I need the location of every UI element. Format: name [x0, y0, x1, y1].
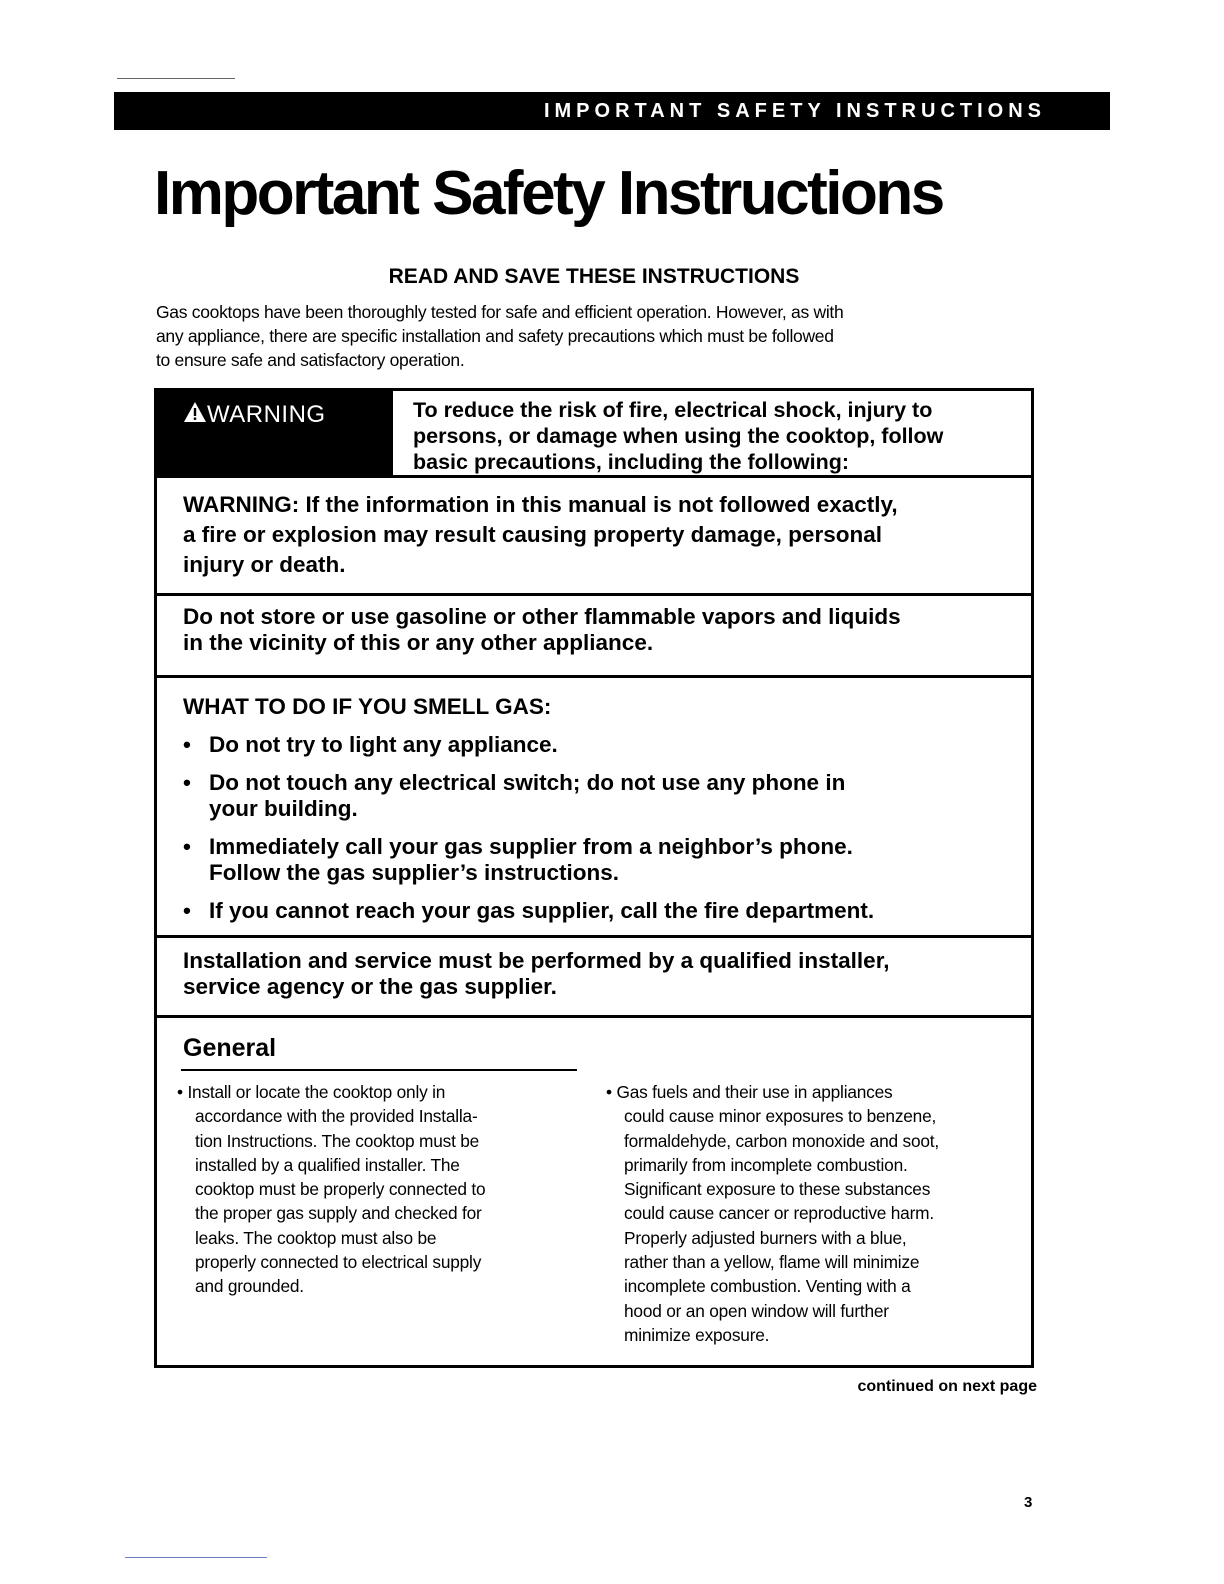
- warning-triangle-icon: [183, 401, 207, 423]
- page-title: Important Safety Instructions: [154, 159, 943, 228]
- bullet-line: Do not try to light any appliance.: [209, 732, 558, 757]
- flammables-line: in the vicinity of this or any other appliance.: [183, 630, 654, 655]
- manual-warning-line: injury or death.: [183, 552, 346, 577]
- flammables-box: [154, 596, 1034, 678]
- intro-line: Gas cooktops have been thoroughly tested for safe and efficient operation. However, as with: [156, 302, 844, 322]
- bullet-line: Immediately call your gas supplier from a neighbor’s phone.: [209, 834, 853, 859]
- general-right-line: incomplete combustion. Venting with a: [624, 1276, 911, 1297]
- bullet-dot: •: [183, 732, 191, 757]
- smell-gas-box: [154, 678, 1034, 938]
- flammables-line: Do not store or use gasoline or other flammable vapors and liquids: [183, 604, 901, 629]
- general-right-line: could cause cancer or reproductive harm.: [624, 1203, 934, 1224]
- general-right-line: could cause minor exposures to benzene,: [624, 1106, 937, 1127]
- warning-header-row: [154, 388, 1034, 478]
- general-heading-rule: [181, 1069, 577, 1071]
- smell-gas-title: WHAT TO DO IF YOU SMELL GAS:: [183, 694, 552, 719]
- installation-line: service agency or the gas supplier.: [183, 974, 557, 999]
- general-left-line: properly connected to electrical supply: [195, 1252, 482, 1273]
- general-left-line: the proper gas supply and checked for: [195, 1203, 482, 1224]
- manual-warning-line: a fire or explosion may result causing property damage, personal: [183, 522, 882, 547]
- installation-text: [183, 948, 1021, 1000]
- general-right-line: hood or an open window will further: [624, 1300, 889, 1321]
- general-left-line: cooktop must be properly connected to: [195, 1179, 486, 1200]
- general-left-column: [177, 1080, 577, 1299]
- general-left-line: tion Instructions. The cooktop must be: [195, 1130, 480, 1151]
- warning-text-line: persons, or damage when using the cooktop, follow: [413, 424, 944, 448]
- flammables-text: [183, 604, 1021, 656]
- bullet-dot: •: [183, 770, 191, 795]
- warning-label: WARNING: [207, 401, 326, 428]
- bullet-line: Follow the gas supplier’s instructions.: [209, 860, 620, 885]
- bullet-line: Do not touch any electrical switch; do not use any phone in: [209, 770, 846, 795]
- smell-gas-content: [183, 694, 1021, 936]
- smell-gas-bullet: [183, 898, 1021, 924]
- scan-artifact-line: [125, 1557, 267, 1558]
- page-number: 3: [1024, 1494, 1033, 1511]
- general-right-line: primarily from incomplete combustion.: [624, 1154, 908, 1175]
- general-section: [154, 1018, 1034, 1368]
- general-left-line: leaks. The cooktop must also be: [195, 1227, 437, 1248]
- intro-paragraph: [156, 300, 1046, 372]
- manual-warning-box: [154, 478, 1034, 596]
- subheading: READ AND SAVE THESE INSTRUCTIONS: [388, 265, 800, 288]
- general-left-line: • Install or locate the cooktop only in: [177, 1082, 446, 1102]
- general-left-line: accordance with the provided Installa-: [195, 1106, 478, 1127]
- warning-text-line: basic precautions, including the following:: [413, 450, 849, 474]
- general-right-line: formaldehyde, carbon monoxide and soot,: [624, 1130, 939, 1151]
- warning-text: [413, 397, 1033, 475]
- general-right-column: [606, 1080, 1031, 1347]
- header-band: [114, 92, 1110, 130]
- general-right-line: Properly adjusted burners with a blue,: [624, 1227, 907, 1248]
- smell-gas-bullet: [183, 834, 1021, 886]
- warning-text-line: To reduce the risk of fire, electrical shock, injury to: [413, 398, 933, 422]
- manual-warning-text: [183, 490, 1021, 580]
- installation-box: [154, 938, 1034, 1018]
- general-left-line: and grounded.: [195, 1276, 304, 1297]
- bullet-line: your building.: [209, 796, 358, 821]
- general-right-line: Significant exposure to these substances: [624, 1179, 931, 1200]
- general-left-line: installed by a qualified installer. The: [195, 1154, 460, 1175]
- bullet-dot: •: [183, 834, 191, 859]
- installation-line: Installation and service must be performed by a qualified installer,: [183, 948, 890, 973]
- intro-line: to ensure safe and satisfactory operation.: [156, 350, 465, 370]
- general-right-line: minimize exposure.: [624, 1324, 770, 1345]
- general-right-line: • Gas fuels and their use in appliances: [606, 1082, 893, 1102]
- manual-warning-line: WARNING: If the information in this manual is not followed exactly,: [183, 492, 898, 517]
- bullet-line: If you cannot reach your gas supplier, call the fire department.: [209, 898, 875, 923]
- general-heading: General: [183, 1034, 277, 1062]
- bullet-dot: •: [183, 898, 191, 923]
- intro-line: any appliance, there are specific installation and safety precautions which must be followed: [156, 326, 834, 346]
- scan-artifact-line: [117, 78, 235, 79]
- continued-note: continued on next page: [857, 1378, 1037, 1395]
- smell-gas-bullet: [183, 732, 1021, 758]
- header-band-text: IMPORTANT SAFETY INSTRUCTIONS: [543, 100, 1046, 122]
- warning-badge: [157, 391, 393, 475]
- general-right-line: rather than a yellow, flame will minimize: [624, 1252, 920, 1273]
- smell-gas-bullet: [183, 770, 1021, 822]
